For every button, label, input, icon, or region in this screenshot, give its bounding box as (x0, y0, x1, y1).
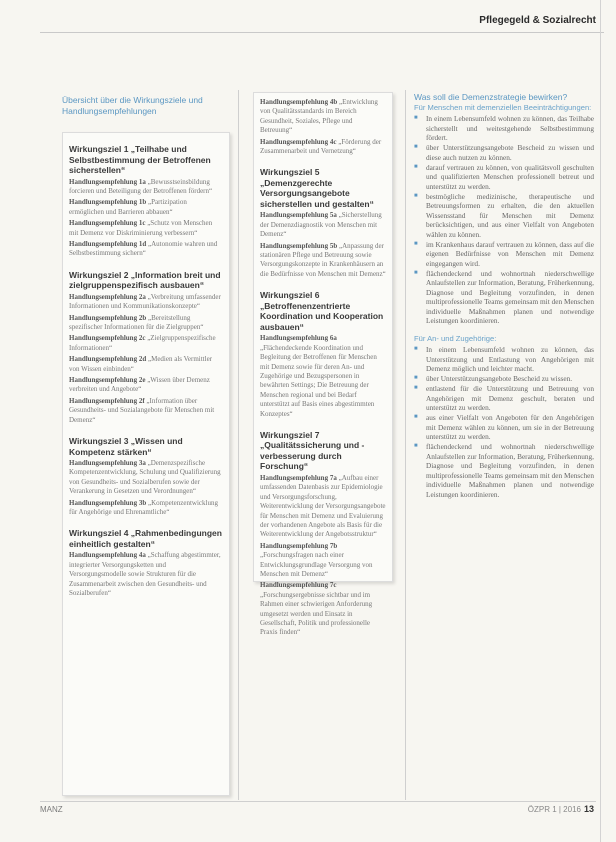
relatives-subheading: Für An- und Zugehörige: (414, 333, 497, 343)
recommendation-label: Handlungsempfehlung 2a (69, 292, 146, 301)
recommendation-item (69, 376, 223, 395)
column-divider (405, 90, 406, 800)
bullet-item: ■ flächendeckend und wohnortnah niederschwellige Anlaufstellen zur Information, Beratung, Früherkennung, Diagnose und Begleitung vorzufinden, in denen multiprofessionelle Teams gemeinsam mit den Menschen individuelle Maßnahmen planen und notwendige Leistungen koordinieren. (414, 269, 594, 326)
recommendation-text: „Forschungsfragen nach einer Entwicklungsgrundlage Versorgung von Menschen mit Demenz“ (260, 551, 373, 578)
recommendation-text: „Partizipation ermöglichen und Barrieren abbauen“ (69, 198, 187, 216)
strategy-effects-heading: Was soll die Demenzstrategie bewirken? (414, 92, 568, 102)
goals-box-left (62, 132, 230, 796)
recommendation-label: Handlungsempfehlung 3a (69, 459, 146, 468)
recommendation-item (69, 219, 223, 238)
recommendation-text: „Medien als Vermittler von Wissen einbinden“ (69, 355, 213, 373)
page-number: 13 (583, 804, 594, 814)
recommendation-item (260, 334, 386, 419)
recommendation-text: „Entwicklung von Qualitätsstandards im Bereich Gesundheit, Soziales, Pflege und Betreuung“ (260, 98, 378, 135)
recommendation-text: „Forschungsergebnisse sichtbar und im Rahmen einer schwierigen Anforderung umgesetzt werden und Einsatz in Gesellschaft, Politik und professionelle Praxis finden“ (260, 590, 373, 637)
recommendation-label: Handlungsempfehlung 1c (69, 219, 146, 228)
recommendation-item (69, 397, 223, 425)
recommendation-item (260, 138, 386, 157)
recommendation-label: Handlungsempfehlung 5b (260, 241, 338, 250)
recommendation-item (69, 459, 223, 497)
goals-box-middle (253, 92, 393, 637)
bullet-item: ■ über Unterstützungsangebote Bescheid zu wissen und diese auch nutzen zu können. (414, 143, 594, 162)
footer-divider (40, 801, 596, 802)
recommendation-label: Handlungsempfehlung 7c (260, 581, 337, 590)
recommendation-label: Handlungsempfehlung 2f (69, 396, 145, 405)
bullet-item: ■ In einem Lebensumfeld wohnen zu können, das Teilhabe sicherstellt und weitestgehende Selbstbestimmung fördert. (414, 114, 594, 143)
recommendation-label: Handlungsempfehlung 1d (69, 239, 147, 248)
column-divider (238, 90, 239, 800)
persons-with-dementia-list (414, 114, 594, 326)
recommendation-label: Handlungsempfehlung 5a (260, 211, 337, 220)
goal-heading: Wirkungsziel 2 „Information breit und zielgruppenspezifisch ausbauen“ (69, 269, 221, 291)
header-divider (40, 32, 604, 33)
recommendation-text: „Autonomie wahren und Selbstbestimmung sichern“ (69, 239, 218, 258)
recommendation-label: Handlungsempfehlung 2e (69, 376, 146, 384)
recommendation-text: „Aufbau einer umfassenden Datenbasis zur Epidemiologie und Versorgungsforschung, Weiterentwicklung der Versorgungsangebote für Menschen mit Demenz und Evaluierung der vorhandenen Angebote als Basis für die Weiterentwicklung der Angebotsstruktur“ (260, 473, 386, 539)
recommendation-text: „Zielgruppenspezifische Informationen“ (69, 334, 216, 352)
bullet-item: ■ In einem Lebensumfeld wohnen zu können, das Unterstützung und Entlastung von Angehörigen mit Demenz möglich und leichter macht. (414, 345, 594, 374)
publisher-logo: MANZ (40, 805, 63, 814)
bullet-item: ■ über Unterstützungsangebote Bescheid zu wissen. (414, 374, 594, 384)
recommendation-text: „Förderung der Zusammenarbeit und Vernetzung“ (260, 137, 382, 156)
recommendation-label: Handlungsempfehlung 3b (69, 498, 147, 507)
recommendation-item (69, 334, 223, 353)
recommendation-item (260, 581, 386, 637)
recommendation-item (69, 178, 223, 197)
bullet-item: ■ bestmögliche medizinische, therapeutische und Betreuungsformen zu erhalten, die den aktuellen Wissensstand für Menschen mit Demenz berücksichtigen, und aus einer Vielfalt von Angeboten wählen zu können. (414, 192, 594, 240)
overview-heading: Übersicht über die Wirkungsziele und Handlungsempfehlungen (62, 95, 203, 116)
recommendation-item (69, 293, 223, 312)
recommendation-item (260, 542, 386, 580)
relatives-list (414, 345, 594, 499)
recommendation-item (69, 314, 223, 333)
recommendation-text: „Demenzspezifische Kompetenzentwicklung, Schulung und Qualifizierung von Gesundheits- und Sozialberufen sowie der Verankerung in Gesetzen und Verordnungen“ (69, 459, 221, 496)
recommendation-label: Handlungsempfehlung 6a (260, 334, 337, 343)
recommendation-label: Handlungsempfehlung 2d (69, 355, 147, 364)
recommendation-item (260, 242, 386, 280)
recommendation-text: „Verbreitung umfassender Informationen und Kommunikationskonzepte“ (69, 292, 221, 311)
recommendation-label: Handlungsempfehlung 1b (69, 198, 147, 207)
goal-heading: Wirkungsziel 7 „Qualitätssicherung und -verbesserung durch Forschung“ (260, 429, 365, 472)
recommendation-item (260, 474, 386, 540)
recommendation-item (69, 355, 223, 374)
recommendation-item (69, 198, 223, 217)
issue-label: ÖZPR 1 | 2016 (527, 805, 581, 814)
recommendation-text: „Sicherstellung der Demenzdiagnostik von Menschen mit Demenz“ (260, 211, 382, 239)
recommendation-label: Handlungsempfehlung 7b (260, 541, 338, 550)
goal-heading: Wirkungsziel 5 „Demenzgerechte Versorgungsangebote sicherstellen und gestalten“ (260, 167, 374, 209)
recommendation-item (69, 551, 223, 598)
persons-with-dementia-subheading: Für Menschen mit demenziellen Beeinträchtigungen: (414, 102, 592, 112)
recommendation-label: Handlungsempfehlung 4c (260, 137, 337, 146)
recommendation-text: „Bewusstseinsbildung forcieren und Beteiligung der Betroffenen fördern“ (69, 177, 213, 195)
bullet-item: ■ im Krankenhaus darauf vertrauen zu können, dass auf die eigenen Bedürfnisse von Menschen mit Demenz eingegangen wird. (414, 240, 594, 269)
page-info (528, 804, 594, 814)
recommendation-label: Handlungsempfehlung 4a (69, 551, 146, 560)
recommendation-text: „Anpassung der stationären Pflege und Betreuung sowie Versorgungskonzepte in Krankenhäusern an die Bedürfnisse von Menschen mit Demenz“ (260, 241, 386, 278)
goal-heading: Wirkungsziel 3 „Wissen und Kompetenz stärken“ (69, 436, 183, 457)
recommendation-text: „Kompetenzentwicklung für Angehörige und Ehrenamtliche“ (69, 498, 218, 517)
recommendation-text: „Bereitstellung spezifischer Informationen für die Zielgruppen“ (69, 313, 204, 331)
goal-heading: Wirkungsziel 6 „Betroffenenzentrierte Koordination und Kooperation ausbauen“ (260, 290, 384, 332)
strategy-effects-column (414, 92, 594, 500)
recommendation-label: Handlungsempfehlung 4b (260, 98, 338, 106)
recommendation-label: Handlungsempfehlung 2c (69, 334, 146, 343)
recommendation-text: „Information über Gesundheits- und Sozialangebote für Menschen mit Demenz“ (69, 396, 215, 424)
page-edge-line (600, 0, 601, 842)
bullet-item: ■ aus einer Vielfalt von Angeboten für den Angehörigen mit Demenz wählen zu können, um sie in der Betreuung unterstützt zu werden. (414, 413, 594, 442)
recommendation-text: „Flächendeckende Koordination und Begleitung der Betroffenen für Menschen mit Demenz sowie für deren An- und Zugehörige und Bezugspersonen in bewährten Settings; Die Betreuung der Menschen regional und bei Bedarf unterstützt auf Basis eines abgestimmten Konzeptes“ (260, 343, 377, 418)
section-header: Pflegegeld & Sozialrecht (479, 15, 596, 26)
recommendation-label: Handlungsempfehlung 1a (69, 177, 146, 186)
recommendation-item (260, 211, 386, 239)
bullet-item: ■ darauf vertrauen zu können, von qualitätsvoll geschulten und qualifizierten Menschen professionell betreut und unterstützt zu werden. (414, 163, 594, 192)
goal-heading: Wirkungsziel 4 „Rahmenbedingungen einheitlich gestalten“ (69, 528, 222, 549)
recommendation-item (69, 499, 223, 518)
recommendation-item (69, 240, 223, 259)
recommendation-text: „Schutz von Menschen mit Demenz vor Diskriminierung verbessern“ (69, 219, 213, 237)
recommendation-label: Handlungsempfehlung 2b (69, 313, 147, 322)
bullet-item: ■ entlastend für die Unterstützung und Betreuung von Angehörigen mit Demenz geschult, beraten und unterstützt zu werden. (414, 384, 594, 413)
recommendation-item (260, 98, 386, 136)
bullet-item: ■ flächendeckend und wohnortnah niederschwellige Anlaufstellen zur Information, Beratung, Früherkennung, Diagnose und Begleitung vorzufinden, in denen multiprofessionelle Teams gemeinsam mit den Menschen individuelle Maßnahmen planen und notwendige Leistungen koordinieren. (414, 442, 594, 499)
recommendation-label: Handlungsempfehlung 7a (260, 473, 337, 482)
goal-heading: Wirkungsziel 1 „Teilhabe und Selbstbestimmung der Betroffenen sicherstellen“ (69, 144, 211, 175)
recommendation-text: „Schaffung abgestimmter, integrierter Versorgungsketten und Versorgungsmodelle sowie Strukturen für die Zusammenarbeit zwischen den Gesundheits- und Sozialberufen“ (69, 551, 221, 598)
recommendation-text: „Wissen über Demenz verbreiten und Angebote“ (69, 376, 210, 394)
